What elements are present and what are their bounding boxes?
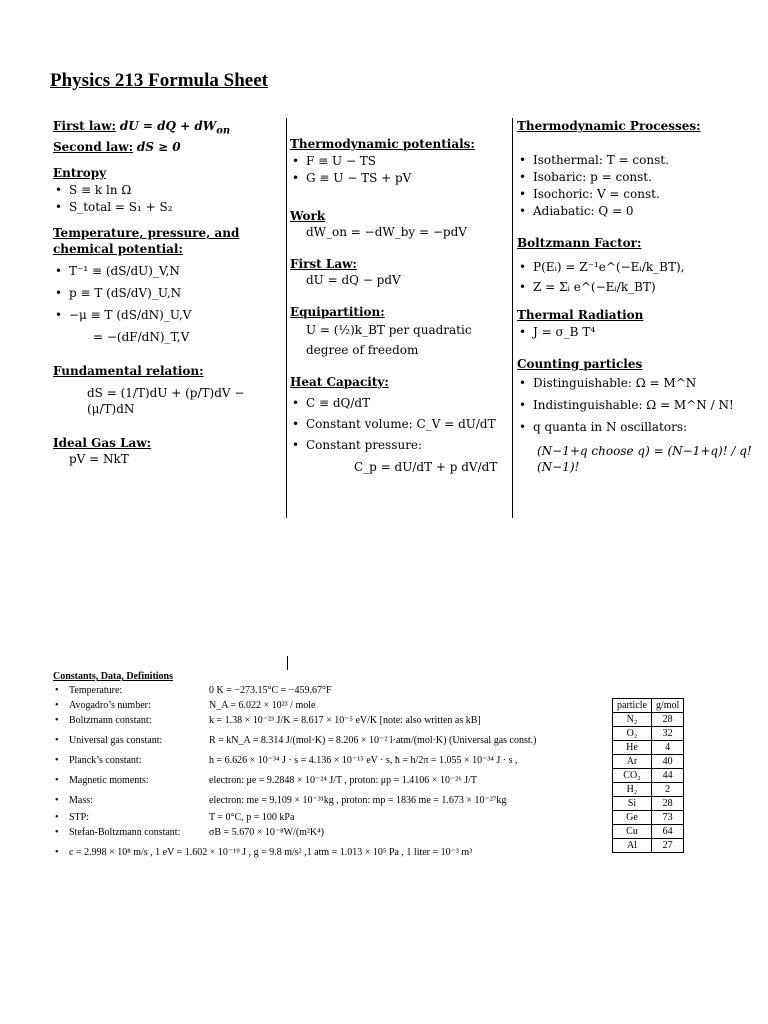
table-cell: 2: [651, 783, 683, 797]
constant-row: [53, 754, 598, 774]
table-row: [613, 741, 684, 755]
table-row: [613, 755, 684, 769]
table-cell: 32: [651, 727, 683, 741]
constant-value: k = 1.38 × 10⁻²³ J/K = 8.617 × 10⁻⁵ eV/K [note: also written as kB]: [209, 715, 481, 726]
boltzmann-item: • Z = Σᵢ e^(−Eᵢ/k_BT): [517, 279, 757, 295]
laws-block: [53, 118, 283, 155]
fundamental-eq: dS = (1/T)dU + (p/T)dV − (μ/T)dN: [87, 386, 245, 417]
constants-section: [53, 670, 598, 864]
work-header: Work: [290, 209, 326, 223]
constant-label: Temperature:: [69, 685, 123, 696]
constant-label: Universal gas constant:: [69, 735, 163, 746]
table-cell: N₂: [613, 713, 652, 727]
equipartition-eq: U = (½)k_BT per quadratic degree of freedom: [306, 323, 472, 357]
constant-row: [53, 684, 598, 699]
constant-value: σB = 5.670 × 10⁻⁸W/(m²K⁴): [209, 827, 324, 838]
boltzmann-block: [517, 235, 757, 295]
entropy-item: • S_total = S₁ + S₂: [53, 199, 283, 215]
ideal-gas-eq: pV = NkT: [69, 452, 129, 467]
table-cell: 4: [651, 741, 683, 755]
first-law-header: First Law:: [290, 257, 357, 271]
constant-value: T = 0°C, p = 100 kPa: [209, 812, 295, 823]
ideal-gas-header: Ideal Gas Law:: [53, 436, 152, 451]
table-cell: Ge: [613, 811, 652, 825]
thermo-potentials-header: Thermodynamic potentials:: [290, 137, 475, 151]
table-cell: 40: [651, 755, 683, 769]
heat-capacity-cp: C_p = dU/dT + p dV/dT: [354, 460, 498, 474]
second-law-eq: dS ≥ 0: [136, 140, 181, 155]
fundamental-block: [53, 363, 283, 417]
table-row: [613, 797, 684, 811]
temperature-extra: = −(dF/dN)_T,V: [93, 330, 190, 345]
ideal-gas-block: [53, 435, 283, 467]
counting-eq: (N−1+q choose q) = (N−1+q)! / q!(N−1)!: [537, 444, 752, 474]
table-cell: 28: [651, 797, 683, 811]
table-cell: Al: [613, 839, 652, 853]
work-eq: dW_on = −dW_by = −pdV: [306, 225, 467, 239]
table-cell: 44: [651, 769, 683, 783]
constant-label: Stefan-Boltzmann constant:: [69, 827, 181, 838]
equipartition-header: Equipartition:: [290, 305, 385, 319]
column-1: [53, 118, 283, 477]
table-row: [613, 727, 684, 741]
table-cell: H₂: [613, 783, 652, 797]
counting-header: Counting particles: [517, 357, 643, 371]
boltzmann-item: • P(Eᵢ) = Z⁻¹e^(−Eᵢ/k_BT),: [517, 259, 757, 275]
constant-row: [53, 699, 598, 714]
thermal-radiation-block: [517, 307, 757, 340]
table-header-row: [613, 699, 684, 713]
first-law-sub: on: [216, 125, 231, 137]
constants-header: Constants, Data, Definitions: [53, 671, 174, 682]
table-cell: He: [613, 741, 652, 755]
constant-value: c = 2.998 × 10⁸ m/s , 1 eV = 1.602 × 10⁻¹⁹ J , g = 9.8 m/s² ,1 atm = 1.013 × 10⁵ Pa , 1 liter = 10⁻³ m³: [69, 847, 473, 858]
table-header: particle: [613, 699, 652, 713]
temperature-item: • T⁻¹ ≡ (dS/dU)_V,N: [53, 263, 283, 279]
constant-label: Boltzmann constant:: [69, 715, 152, 726]
column-divider: [286, 118, 287, 518]
process-item: • Isochoric: V = const.: [517, 186, 757, 202]
entropy-header: Entropy: [53, 166, 107, 181]
constant-label: Planck’s constant:: [69, 755, 142, 766]
heat-capacity-item: • Constant pressure:: [290, 437, 510, 453]
heat-capacity-header: Heat Capacity:: [290, 375, 389, 389]
constant-row-last: [53, 846, 598, 864]
boltzmann-header: Boltzmann Factor:: [517, 236, 642, 250]
table-row: [613, 769, 684, 783]
first-law-label: First law:: [53, 119, 116, 133]
table-cell: CO₂: [613, 769, 652, 783]
process-item: • Adiabatic: Q = 0: [517, 203, 757, 219]
table-cell: O₂: [613, 727, 652, 741]
constant-label: Magnetic moments:: [69, 775, 149, 786]
thermal-radiation-item: • J = σ_B T⁴: [517, 324, 757, 340]
constant-label: STP:: [69, 812, 90, 823]
thermo-potentials-block: [290, 136, 510, 186]
table-row: [613, 811, 684, 825]
fundamental-header: Fundamental relation:: [53, 364, 204, 379]
table-row: [613, 825, 684, 839]
first-law-eq: dU = dQ + dW: [119, 119, 217, 133]
particle-mass-table: [612, 698, 684, 853]
column-3: [517, 118, 757, 485]
constant-value: N_A = 6.022 × 10²³ / mole: [209, 700, 316, 711]
page-title: Physics 213 Formula Sheet: [50, 70, 268, 91]
thermo-potential-item: • F ≡ U − TS: [290, 153, 510, 169]
thermo-potential-item: • G ≡ U − TS + pV: [290, 170, 510, 186]
temperature-header: Temperature, pressure, and chemical potential:: [53, 226, 240, 257]
first-law-eq-col2: dU = dQ − pdV: [306, 273, 401, 287]
column-divider: [512, 118, 513, 518]
counting-item: • Indistinguishable: Ω = M^N / N!: [517, 397, 757, 413]
entropy-item: • S ≡ k ln Ω: [53, 182, 283, 198]
constant-row: [53, 826, 598, 846]
work-block: [290, 208, 510, 240]
counting-block: [517, 356, 757, 475]
second-law-label: Second law:: [53, 140, 133, 155]
table-cell: Si: [613, 797, 652, 811]
counting-item: • Distinguishable: Ω = M^N: [517, 375, 757, 391]
first-law-block: [290, 256, 510, 288]
temperature-item: • p ≡ T (dS/dV)_U,N: [53, 285, 283, 301]
constant-value: 0 K = −273.15°C = −459.67°F: [209, 685, 332, 696]
processes-block: [517, 118, 757, 219]
temperature-item: • −μ ≡ T (dS/dN)_U,V: [53, 307, 283, 323]
table-cell: 73: [651, 811, 683, 825]
thermal-radiation-header: Thermal Radiation: [517, 308, 644, 322]
constant-row: [53, 714, 598, 734]
table-cell: 64: [651, 825, 683, 839]
table-header: g/mol: [651, 699, 683, 713]
entropy-block: [53, 165, 283, 215]
process-item: • Isobaric: p = const.: [517, 169, 757, 185]
process-item: • Isothermal: T = const.: [517, 152, 757, 168]
constant-row: [53, 774, 598, 794]
column-2: [290, 136, 510, 485]
constant-value: electron: me = 9.109 × 10⁻³¹kg , proton: mp = 1836 me = 1.673 × 10⁻²⁷kg: [209, 795, 507, 806]
table-cell: Ar: [613, 755, 652, 769]
heat-capacity-item: • Constant volume: C_V = dU/dT: [290, 416, 510, 432]
constant-row: [53, 794, 598, 811]
processes-header: Thermodynamic Processes:: [517, 119, 701, 133]
table-cell: 28: [651, 713, 683, 727]
constant-label: Avogadro’s number:: [69, 700, 151, 711]
table-row: [613, 783, 684, 797]
heat-capacity-item: • C ≡ dQ/dT: [290, 395, 510, 411]
table-row: [613, 839, 684, 853]
constant-value: electron: μe = 9.2848 × 10⁻²⁴ J/T , proton: μp = 1.4106 × 10⁻²⁶ J/T: [209, 775, 477, 786]
counting-item: • q quanta in N oscillators:: [517, 419, 757, 435]
constant-label: Mass:: [69, 795, 93, 806]
table-row: [613, 713, 684, 727]
heat-capacity-block: [290, 374, 510, 475]
equipartition-block: [290, 304, 510, 360]
constant-row: [53, 734, 598, 754]
table-cell: 27: [651, 839, 683, 853]
text-cursor: [287, 656, 288, 670]
constant-row: [53, 811, 598, 826]
temperature-block: [53, 225, 283, 345]
constant-value: R = kN_A = 8.314 J/(mol·K) = 8.206 × 10⁻² l·atm/(mol·K) (Universal gas const.): [209, 735, 537, 746]
constant-value: h = 6.626 × 10⁻³⁴ J · s = 4.136 × 10⁻¹⁵ eV · s, ħ = h/2π = 1.055 × 10⁻³⁴ J · s ,: [209, 755, 518, 766]
table-cell: Cu: [613, 825, 652, 839]
